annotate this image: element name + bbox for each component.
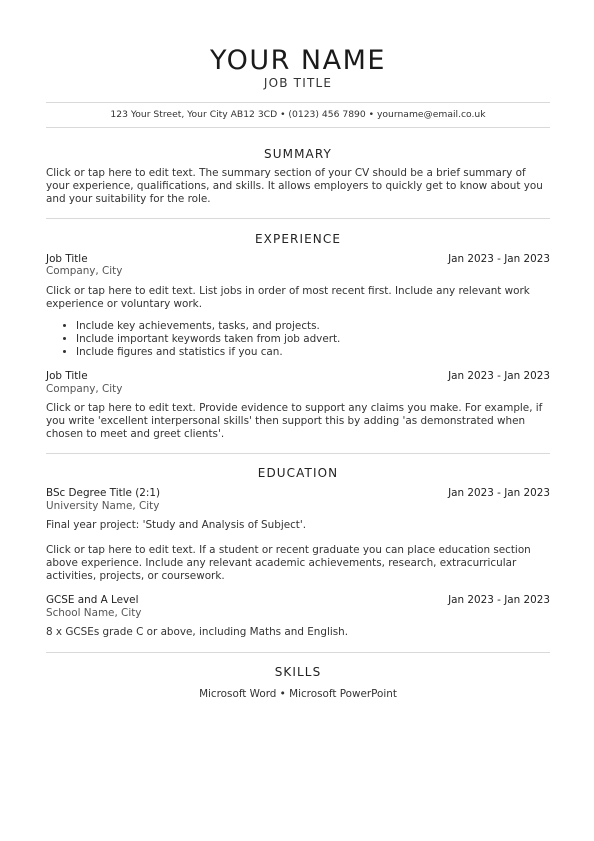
education-detail[interactable]: Final year project: 'Study and Analysis of Subject'. bbox=[46, 519, 307, 531]
summary-heading: SUMMARY bbox=[264, 147, 332, 161]
skills-list[interactable]: Microsoft Word • Microsoft PowerPoint bbox=[199, 688, 397, 700]
divider bbox=[46, 127, 550, 128]
job-title[interactable]: Job Title bbox=[46, 253, 88, 265]
job-description[interactable]: Click or tap here to edit text. List jobs in order of most recent first. Include any relevant work experience or voluntary work. bbox=[46, 285, 530, 310]
job-bullet[interactable]: • Include key achievements, tasks, and projects. bbox=[76, 320, 550, 333]
job-bullet[interactable]: • Include figures and statistics if you can. bbox=[76, 346, 550, 359]
education-institution[interactable]: School Name, City bbox=[46, 607, 142, 619]
education-heading: EDUCATION bbox=[257, 466, 339, 480]
education-title[interactable]: BSc Degree Title (2:1) bbox=[46, 487, 161, 499]
education-title[interactable]: GCSE and A Level bbox=[46, 594, 139, 606]
candidate-job-title[interactable]: JOB TITLE bbox=[263, 76, 333, 90]
divider bbox=[46, 102, 550, 103]
divider bbox=[46, 218, 550, 219]
job-title[interactable]: Job Title bbox=[46, 370, 88, 382]
education-detail[interactable]: 8 x GCSEs grade C or above, including Maths and English. bbox=[46, 626, 349, 638]
education-institution[interactable]: University Name, City bbox=[46, 500, 160, 512]
job-company[interactable]: Company, City bbox=[46, 265, 123, 277]
candidate-name[interactable]: YOUR NAME bbox=[210, 45, 386, 76]
contact-details[interactable]: 123 Your Street, Your City AB12 3CD • (0123) 456 7890 • yourname@email.co.uk bbox=[110, 109, 486, 120]
education-description[interactable]: Click or tap here to edit text. If a student or recent graduate you can place education section above experience. Include any relevant academic achievements, research, extracurricular activities, projects, or coursework. bbox=[46, 544, 531, 582]
job-dates[interactable]: Jan 2023 - Jan 2023 bbox=[448, 370, 550, 382]
job-dates[interactable]: Jan 2023 - Jan 2023 bbox=[448, 253, 550, 265]
job-company[interactable]: Company, City bbox=[46, 383, 123, 395]
education-dates[interactable]: Jan 2023 - Jan 2023 bbox=[448, 487, 550, 499]
job-description[interactable]: Click or tap here to edit text. Provide evidence to support any claims you make. For example, if you write 'excellent interpersonal skills' then support this by adding 'as demonstrated when chosen to meet and greet clients'. bbox=[46, 402, 543, 440]
education-dates[interactable]: Jan 2023 - Jan 2023 bbox=[448, 594, 550, 606]
job-bullet[interactable]: • Include important keywords taken from job advert. bbox=[76, 333, 550, 346]
experience-heading: EXPERIENCE bbox=[254, 232, 342, 246]
job-bullet-list bbox=[46, 320, 550, 359]
divider bbox=[46, 652, 550, 653]
divider bbox=[46, 453, 550, 454]
skills-heading: SKILLS bbox=[274, 665, 322, 679]
summary-text[interactable]: Click or tap here to edit text. The summary section of your CV should be a brief summary of your experience, qualifications, and skills. It allows employers to quickly get to know about you and your suitability for the role. bbox=[46, 167, 543, 205]
